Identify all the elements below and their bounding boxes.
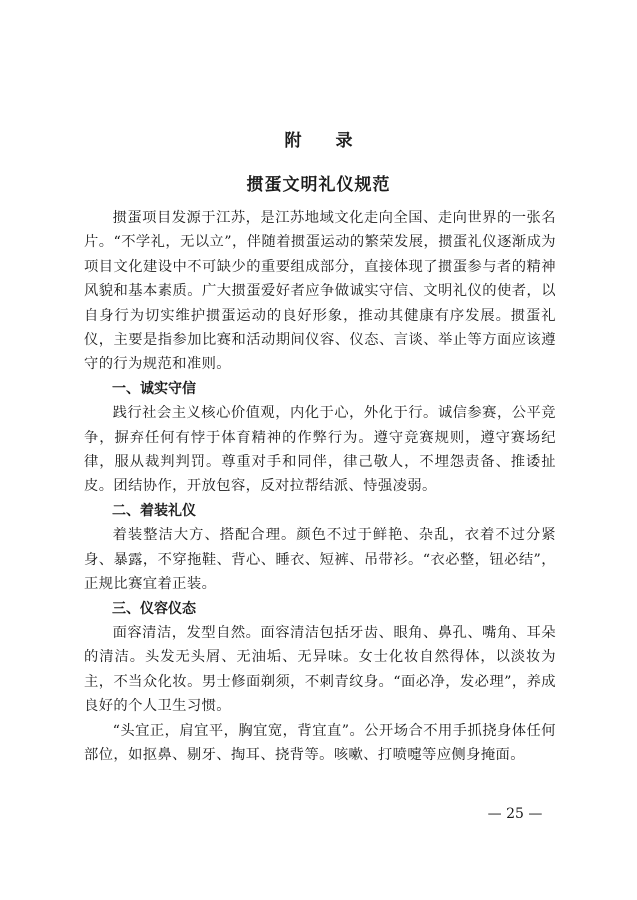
appendix-title: 附 录: [284, 131, 367, 151]
section-heading: 三、仪容仪态: [112, 600, 196, 617]
section-heading: 二、着装礼仪: [112, 502, 196, 519]
section-dress-etiquette: [84, 499, 556, 597]
page-number: — 25 —: [487, 806, 543, 822]
intro-paragraph: 掼蛋项目发源于江苏，是江苏地域文化走向全国、走向世界的一张名片。“不学礼，无以立”，伴随着掼蛋运动的繁荣发展，掼蛋礼仪逐渐成为项目文化建设中不可缺少的重要组成部分，直接体现了掼蛋参与者的精神风貌和基本素质。广大掼蛋爱好者应争做诚实守信、文明礼仪的使者，以自身行为切实维护掼蛋运动的良好形象，推动其健康有序发展。掼蛋礼仪，主要是指参加比赛和活动期间仪容、仪态、言谈、举止等方面应该遵守的行为规范和准则。: [84, 210, 556, 373]
section-honesty: [84, 377, 556, 499]
document-body: [84, 206, 556, 767]
section-paragraph: 着装整洁大方、搭配合理。颜色不过于鲜艳、杂乱，衣着不过分紧身、暴露，不穿拖鞋、背心、睡衣、短裤、吊带衫。“衣必整，钮必结”，正规比赛宜着正装。: [84, 527, 556, 593]
section-paragraph: 面容清洁，发型自然。面容清洁包括牙齿、眼角、鼻孔、嘴角、耳朵的清洁。头发无头屑、无油垢、无异味。女士化妆自然得体，以淡妆为主，不当众化妆。男士修面剃须，不刺青纹身。“面必净，发必理”，养成良好的个人卫生习惯。: [84, 624, 556, 715]
section-appearance: [84, 597, 556, 768]
section-paragraph: 践行社会主义核心价值观，内化于心，外化于行。诚信参赛，公平竞争，摒弃任何有悖于体育精神的作弊行为。遵守竞赛规则，遵守赛场纪律，服从裁判判罚。尊重对手和同伴，律己敬人，不埋怨责备、推诿扯皮。团结协作，开放包容，反对拉帮结派、恃强凌弱。: [84, 405, 556, 495]
section-paragraph: “头宜正，肩宜平，胸宜宽，背宜直”。公开场合不用手抓挠身体任何部位，如抠鼻、剔牙、掏耳、挠背等。咳嗽、打喷嚏等应侧身掩面。: [84, 722, 556, 763]
document-title: 掼蛋文明礼仪规范: [246, 175, 391, 195]
section-heading: 一、诚实守信: [112, 380, 196, 397]
